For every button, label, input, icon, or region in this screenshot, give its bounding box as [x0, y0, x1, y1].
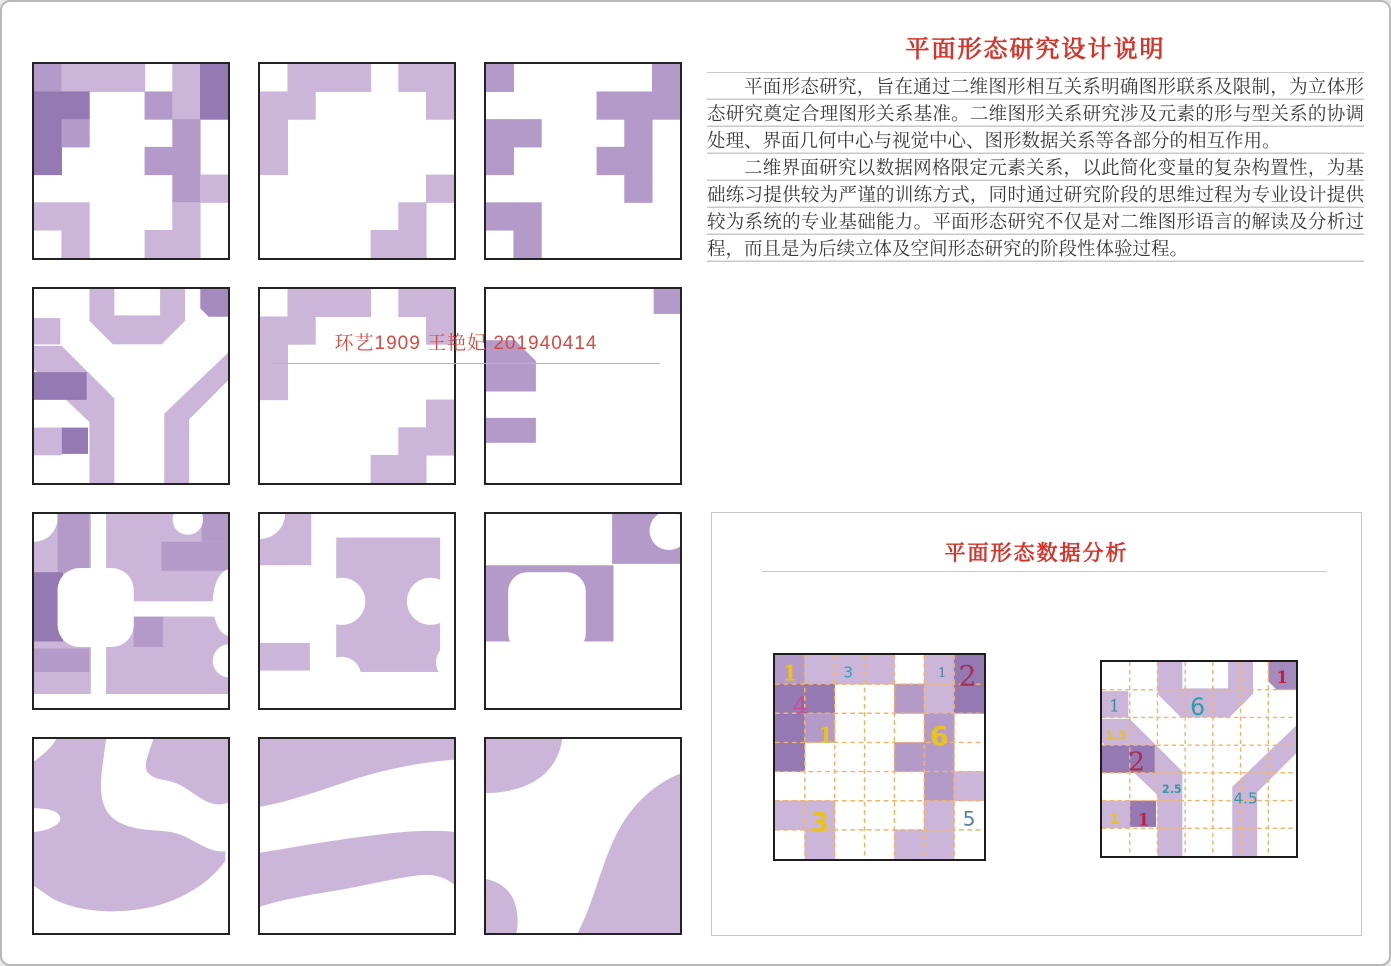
pattern-tile-12 — [484, 737, 682, 935]
pattern-tile-3 — [484, 62, 682, 260]
svg-text:2 — [1128, 748, 1145, 778]
svg-text:3 — [810, 808, 829, 839]
pattern-tile-11 — [258, 737, 456, 935]
pattern-tile-5 — [258, 287, 456, 485]
svg-text:1 — [818, 724, 833, 749]
svg-text:2 — [959, 660, 977, 693]
svg-text:1 — [1276, 667, 1288, 687]
svg-text:4 — [793, 692, 808, 720]
pattern-tile-6 — [484, 287, 682, 485]
svg-text:4.5 — [1233, 789, 1257, 807]
pattern-tile-8 — [258, 512, 456, 710]
svg-text:2.5 — [1162, 783, 1182, 796]
analysis-panel — [711, 512, 1362, 936]
grid-data-diagram-2 — [1100, 660, 1298, 858]
pattern-tile-4 — [32, 287, 230, 485]
design-note-body — [707, 72, 1364, 262]
pattern-tile-7 — [32, 512, 230, 710]
svg-text:1 — [1109, 696, 1120, 715]
svg-text:6 — [1190, 693, 1205, 721]
analysis-title-rule — [762, 571, 1327, 572]
svg-text:3 — [843, 664, 853, 682]
pattern-tile-1 — [32, 62, 230, 260]
pattern-tile-grid — [32, 62, 682, 935]
pattern-tile-10 — [32, 737, 230, 935]
design-note-column — [707, 2, 1364, 262]
svg-text:6 — [930, 722, 949, 753]
design-note-paragraph-2: 二维界面研究以数据网格限定元素关系，以此简化变量的复杂构置性，为基础练习提供较为严谨的训练方式，同时通过研究阶段的思维过程为专业设计提供较为系统的专业基础能力。平面形态研究不仅是对二维图形语言的解读及分析过程，而且是为后续立体及空间形态研究的阶段性体验过程。 — [707, 157, 1364, 259]
svg-text:1 — [938, 666, 947, 681]
analysis-title: 平面形态数据分析 — [944, 542, 1129, 565]
svg-text:1 — [1109, 810, 1120, 828]
signature-text: 环艺1909 王艳妃 201940414 — [334, 333, 598, 354]
svg-text:1 — [1138, 810, 1150, 830]
svg-text:1 — [782, 662, 797, 687]
pattern-tile-2 — [258, 62, 456, 260]
grid-data-diagram-1 — [773, 653, 986, 861]
design-note-title: 平面形态研究设计说明 — [905, 36, 1166, 63]
pattern-tile-9 — [484, 512, 682, 710]
design-note-paragraph-1: 平面形态研究，旨在通过二维图形相互关系明确图形联系及限制，为立体形态研究奠定合理图形关系基准。二维图形关系研究涉及元素的形与型关系的协调处理、界面几何中心与视觉中心、图形数据关系等各部分的相互作用。 — [707, 76, 1364, 151]
svg-text:1.5 — [1106, 728, 1127, 742]
svg-text:5 — [963, 807, 976, 831]
signature-line — [272, 328, 660, 364]
